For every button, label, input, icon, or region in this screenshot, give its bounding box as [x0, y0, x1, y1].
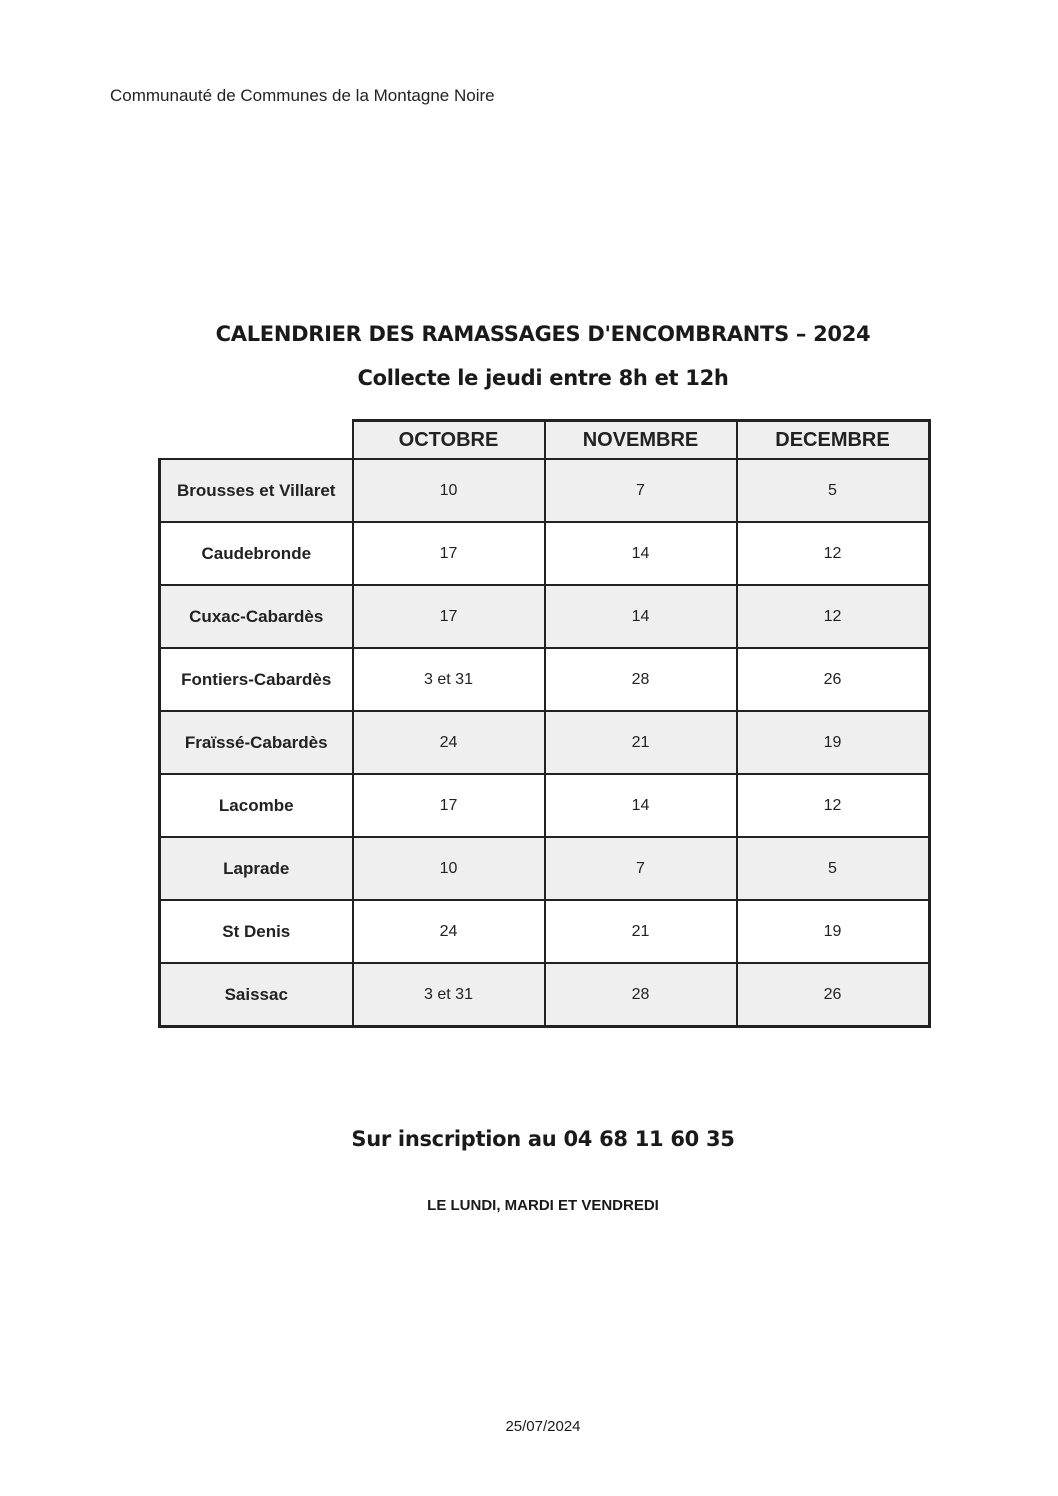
november-date: 21 [545, 900, 737, 963]
october-date: 10 [353, 459, 545, 522]
commune-name: Saissac [160, 963, 353, 1027]
october-date: 17 [353, 774, 545, 837]
december-date: 19 [737, 711, 930, 774]
commune-name: St Denis [160, 900, 353, 963]
table-row [160, 837, 930, 900]
november-date: 14 [545, 522, 737, 585]
october-date: 17 [353, 585, 545, 648]
december-date: 5 [737, 459, 930, 522]
table-row [160, 963, 930, 1027]
december-date: 12 [737, 585, 930, 648]
document-date: 25/07/2024 [505, 1418, 581, 1435]
table-row [160, 774, 930, 837]
collection-table-container [158, 419, 931, 1028]
november-date: 14 [545, 774, 737, 837]
november-date: 28 [545, 648, 737, 711]
commune-name: Brousses et Villaret [160, 459, 353, 522]
column-header-november: NOVEMBRE [545, 421, 737, 460]
december-date: 26 [737, 963, 930, 1027]
commune-name: Lacombe [160, 774, 353, 837]
commune-name: Fontiers-Cabardès [160, 648, 353, 711]
header-corner [160, 421, 353, 460]
registration-days: LE LUNDI, MARDI ET VENDREDI [427, 1197, 659, 1214]
inscription-phone: Sur inscription au 04 68 11 60 35 [351, 1127, 735, 1151]
november-date: 7 [545, 837, 737, 900]
october-date: 24 [353, 900, 545, 963]
december-date: 26 [737, 648, 930, 711]
table-row [160, 459, 930, 522]
commune-name: Fraïssé-Cabardès [160, 711, 353, 774]
commune-name: Cuxac-Cabardès [160, 585, 353, 648]
page-subtitle: Collecte le jeudi entre 8h et 12h [357, 366, 729, 390]
commune-name: Laprade [160, 837, 353, 900]
november-date: 14 [545, 585, 737, 648]
october-date: 10 [353, 837, 545, 900]
table-row [160, 648, 930, 711]
table-row [160, 522, 930, 585]
october-date: 3 et 31 [353, 963, 545, 1027]
page-title: CALENDRIER DES RAMASSAGES D'ENCOMBRANTS – 2024 [215, 322, 871, 346]
table-row [160, 900, 930, 963]
november-date: 28 [545, 963, 737, 1027]
collection-table [158, 419, 931, 1028]
commune-name: Caudebronde [160, 522, 353, 585]
column-header-october: OCTOBRE [353, 421, 545, 460]
december-date: 5 [737, 837, 930, 900]
october-date: 24 [353, 711, 545, 774]
column-header-december: DECEMBRE [737, 421, 930, 460]
november-date: 7 [545, 459, 737, 522]
organization-name: Communauté de Communes de la Montagne Noire [110, 86, 495, 105]
table-row [160, 711, 930, 774]
december-date: 12 [737, 522, 930, 585]
december-date: 19 [737, 900, 930, 963]
october-date: 17 [353, 522, 545, 585]
november-date: 21 [545, 711, 737, 774]
december-date: 12 [737, 774, 930, 837]
table-header-row [160, 421, 930, 460]
october-date: 3 et 31 [353, 648, 545, 711]
table-row [160, 585, 930, 648]
